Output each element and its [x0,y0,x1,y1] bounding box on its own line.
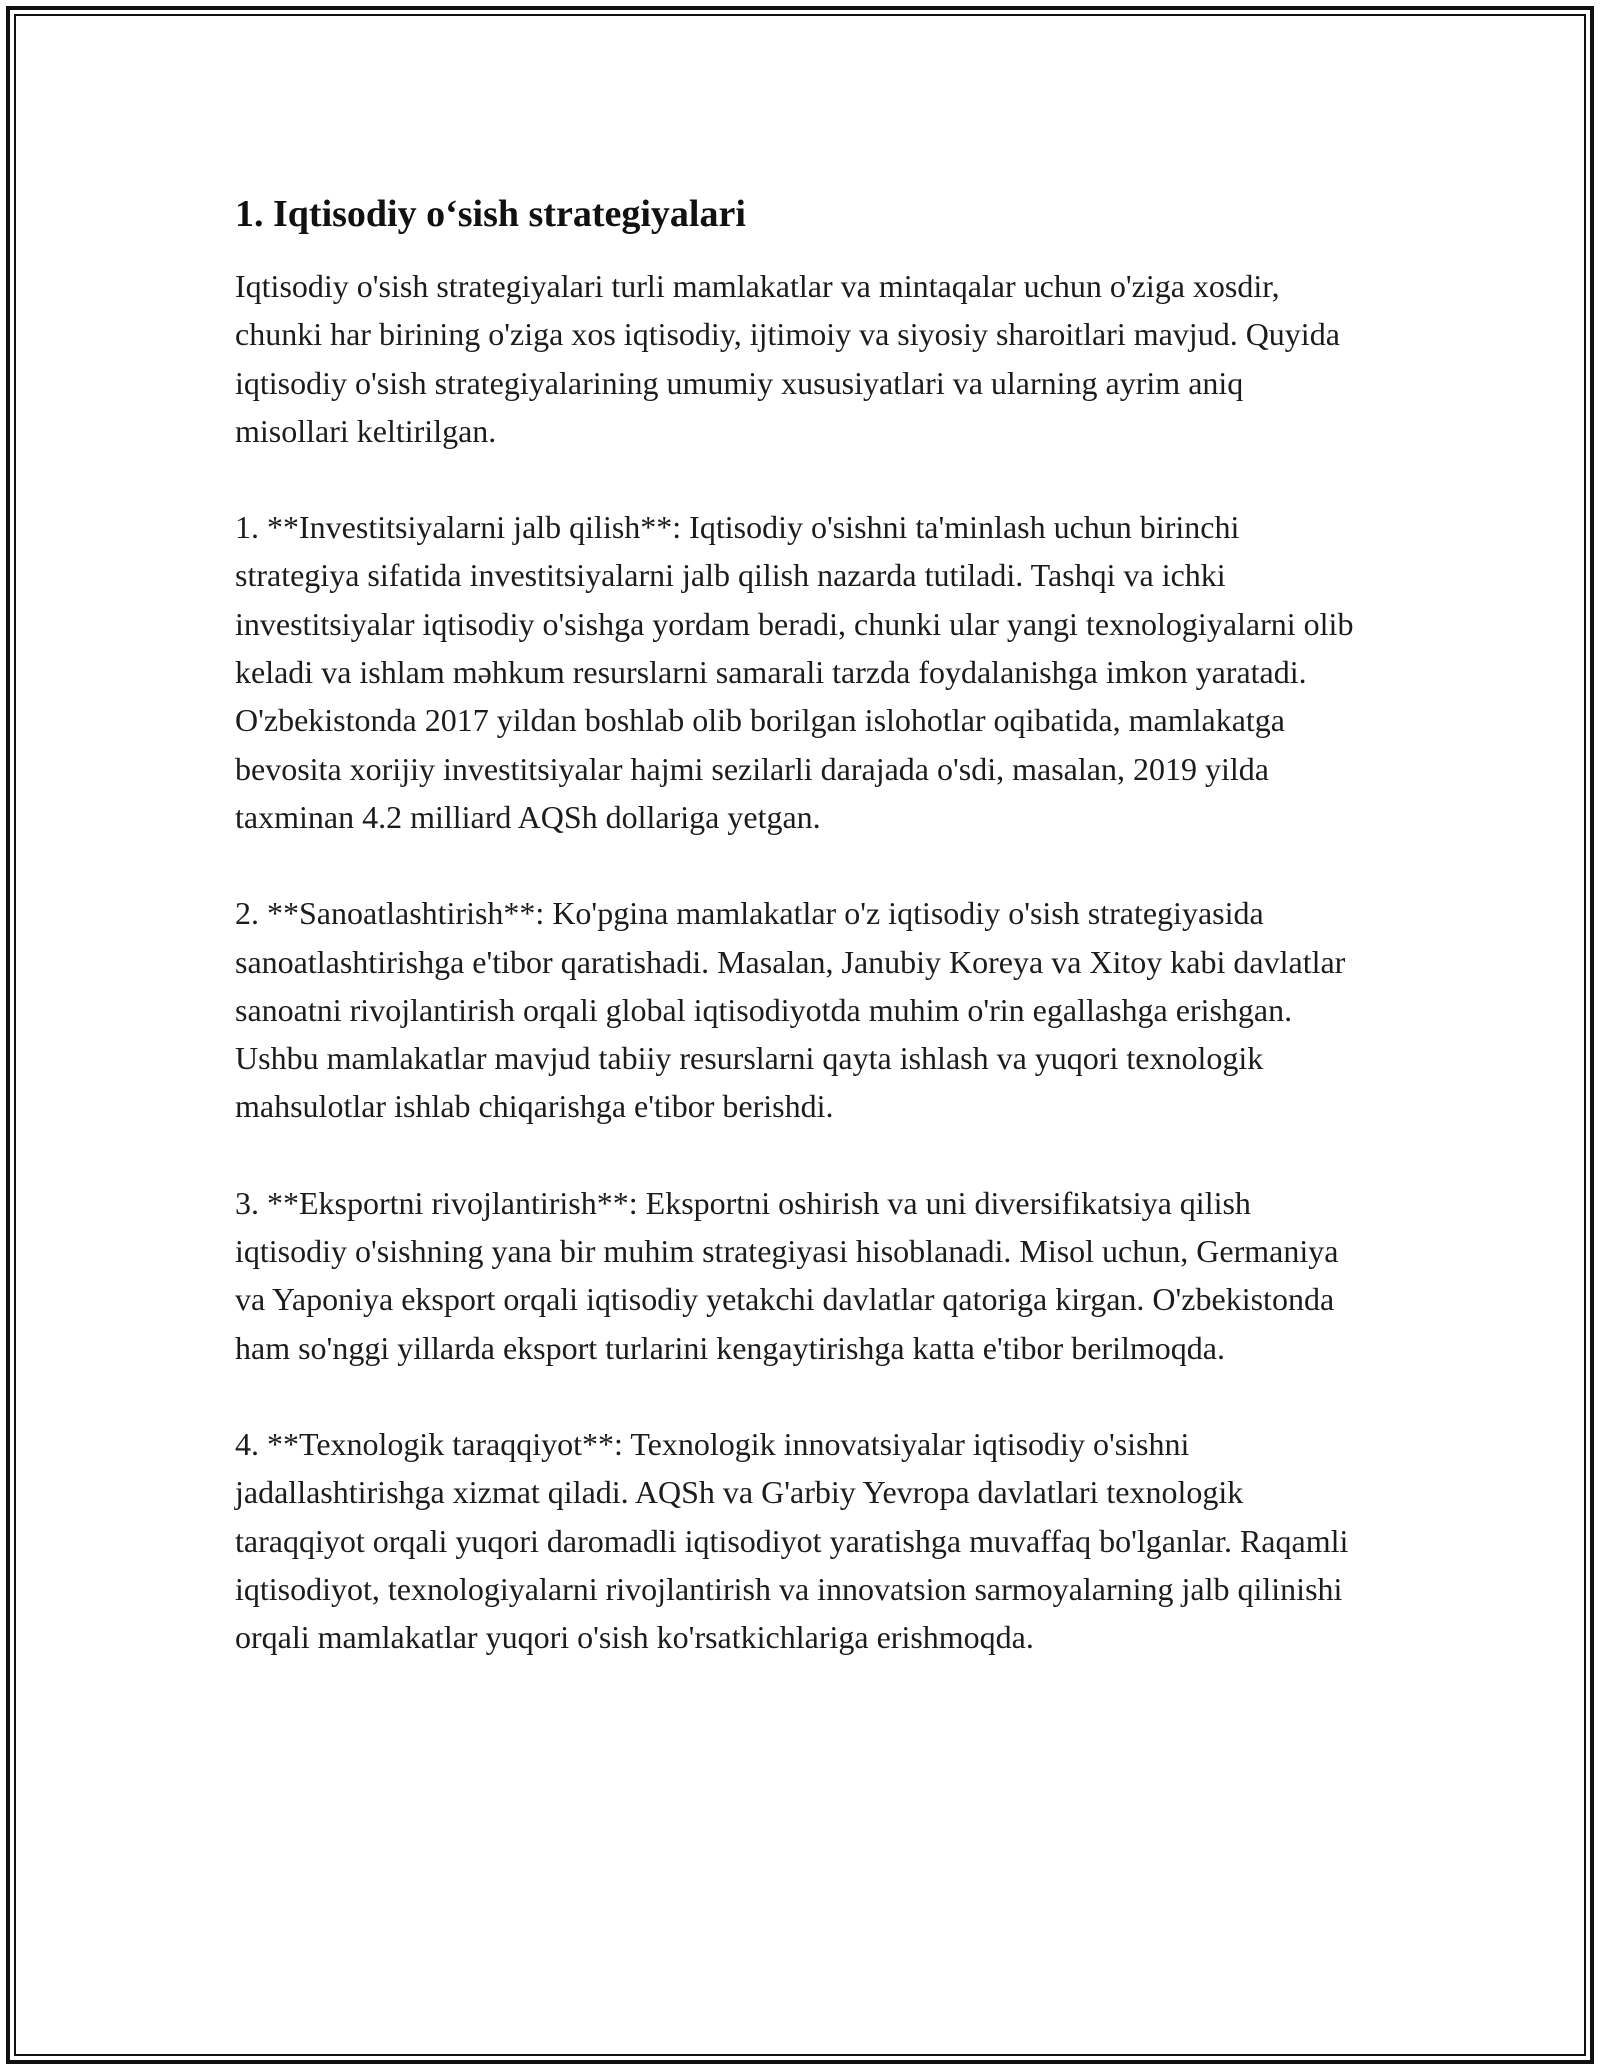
paragraph-investments: 1. **Investitsiyalarni jalb qilish**: Iqtisodiy o'sishni ta'minlash uchun birinchi strategiya sifatida investitsiyalarni jalb qilish nazarda tutiladi. Tashqi va ichki investitsiyalar iqtisodiy o'sishga yordam beradi, chunki ular yangi texnologiyalarni olib keladi va ishlam məhkum resurslarni samarali tarzda foydalanishga imkon yaratadi. O'zbekistonda 2017 yildan boshlab olib borilgan islohotlar oqibatida, mamlakatga bevosita xorijiy investitsiyalar hajmi sezilarli darajada o'sdi, masalan, 2019 yilda taxminan 4.2 milliard AQSh dollariga yetgan. [235,509,1354,835]
paragraph-export: 3. **Eksportni rivojlantirish**: Eksportni oshirish va uni diversifikatsiya qilish iqtisodiy o'sishning yana bir muhim strategiyasi hisoblanadi. Misol uchun, Germaniya va Yaponiya eksport orqali iqtisodiy yetakchi davlatlar qatoriga kirgan. O'zbekistonda ham so'nggi yillarda eksport turlarini kengaytirishga katta e'tibor berilmoqda. [235,1184,1339,1366]
document-body [235,188,1365,1709]
section-title: 1. Iqtisodiy o‘sish strategiyalari [235,193,746,235]
paragraph-technology: 4. **Texnologik taraqqiyot**: Texnologik innovatsiyalar iqtisodiy o'sishni jadallashtirishga xizmat qiladi. AQSh va G'arbiy Yevropa davlatlari texnologik taraqqiyot orqali yuqori daromadli iqtisodiyot yaratishga muvaffaq bo'lganlar. Raqamli iqtisodiyot, texnologiyalarni rivojlantirish va innovatsion sarmoyalarning jalb qilinishi orqali mamlakatlar yuqori o'sish ko'rsatkichlariga erishmoqda. [235,1425,1349,1656]
intro-paragraph: Iqtisodiy o'sish strategiyalari turli mamlakatlar va mintaqalar uchun o'ziga xosdir, chunki har birining o'ziga xos iqtisodiy, ijtimoiy va siyosiy sharoitlari mavjud. Quyida iqtisodiy o'sish strategiyalarining umumiy xususiyatlari va ularning ayrim aniq misollari keltirilgan. [235,268,1340,449]
paragraph-industrialization: 2. **Sanoatlashtirish**: Ko'pgina mamlakatlar o'z iqtisodiy o'sish strategiyasida sanoatlashtirishga e'tibor qaratishadi. Masalan, Janubiy Koreya va Xitoy kabi davlatlar sanoatni rivojlantirish orqali global iqtisodiyotda muhim o'rin egallashga erishgan. Ushbu mamlakatlar mavjud tabiiy resurslarni qayta ishlash va yuqori texnologik mahsulotlar ishlab chiqarishga e'tibor berishdi. [235,895,1346,1125]
